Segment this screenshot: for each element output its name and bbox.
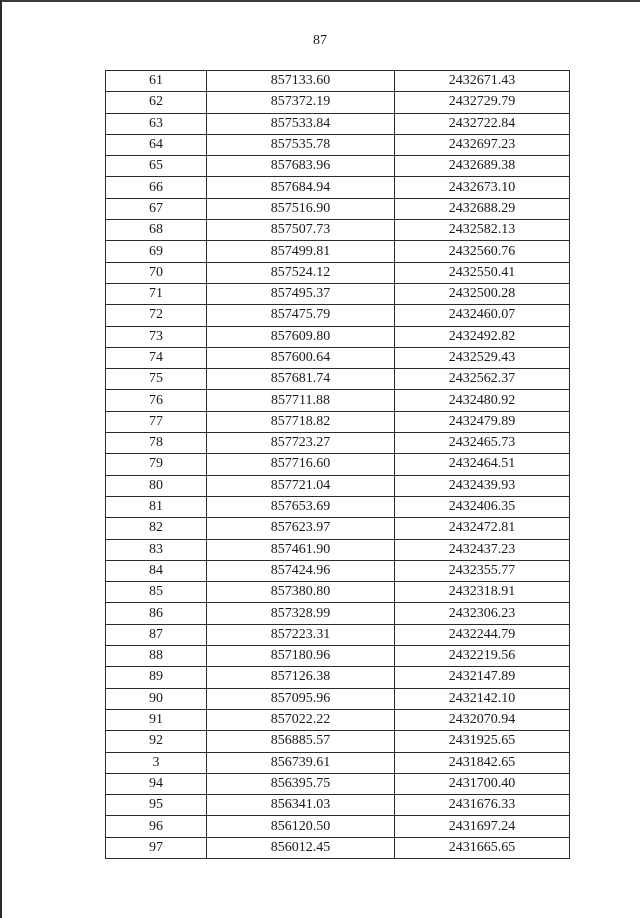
x-coordinate-cell: 856739.61 [207,752,395,773]
x-coordinate-cell: 857711.88 [207,390,395,411]
table-row [106,539,570,560]
point-number-cell: 74 [106,347,207,368]
point-number-cell: 95 [106,795,207,816]
y-coordinate-cell: 2432142.10 [395,688,570,709]
y-coordinate-cell: 2431842.65 [395,752,570,773]
x-coordinate-cell: 856885.57 [207,731,395,752]
y-coordinate-cell: 2432070.94 [395,709,570,730]
x-coordinate-cell: 857653.69 [207,496,395,517]
y-coordinate-cell: 2431676.33 [395,795,570,816]
y-coordinate-cell: 2432219.56 [395,646,570,667]
table-row [106,305,570,326]
point-number-cell: 92 [106,731,207,752]
table-row [106,795,570,816]
table-row [106,496,570,517]
x-coordinate-cell: 857424.96 [207,560,395,581]
point-number-cell: 97 [106,837,207,858]
table-row [106,241,570,262]
point-number-cell: 96 [106,816,207,837]
x-coordinate-cell: 857495.37 [207,283,395,304]
y-coordinate-cell: 2432244.79 [395,624,570,645]
table-row [106,582,570,603]
table-row [106,198,570,219]
x-coordinate-cell: 857723.27 [207,433,395,454]
y-coordinate-cell: 2432479.89 [395,411,570,432]
table-row [106,156,570,177]
table-row [106,92,570,113]
point-number-cell: 76 [106,390,207,411]
table-row [106,603,570,624]
point-number-cell: 62 [106,92,207,113]
table-row [106,688,570,709]
x-coordinate-cell: 857533.84 [207,113,395,134]
x-coordinate-cell: 856120.50 [207,816,395,837]
point-number-cell: 70 [106,262,207,283]
point-number-cell: 79 [106,454,207,475]
x-coordinate-cell: 857609.80 [207,326,395,347]
y-coordinate-cell: 2432480.92 [395,390,570,411]
x-coordinate-cell: 857133.60 [207,71,395,92]
y-coordinate-cell: 2432689.38 [395,156,570,177]
y-coordinate-cell: 2432500.28 [395,283,570,304]
y-coordinate-cell: 2432562.37 [395,369,570,390]
y-coordinate-cell: 2432729.79 [395,92,570,113]
table-row [106,773,570,794]
x-coordinate-cell: 857516.90 [207,198,395,219]
point-number-cell: 82 [106,518,207,539]
point-number-cell: 87 [106,624,207,645]
point-number-cell: 72 [106,305,207,326]
x-coordinate-cell: 857524.12 [207,262,395,283]
point-number-cell: 68 [106,220,207,241]
y-coordinate-cell: 2432492.82 [395,326,570,347]
table-row [106,134,570,155]
point-number-cell: 85 [106,582,207,603]
y-coordinate-cell: 2432465.73 [395,433,570,454]
x-coordinate-cell: 857535.78 [207,134,395,155]
table-row [106,262,570,283]
table-row [106,220,570,241]
x-coordinate-cell: 857623.97 [207,518,395,539]
coordinates-table [105,70,570,859]
y-coordinate-cell: 2432722.84 [395,113,570,134]
point-number-cell: 84 [106,560,207,581]
y-coordinate-cell: 2432306.23 [395,603,570,624]
y-coordinate-cell: 2432529.43 [395,347,570,368]
x-coordinate-cell: 857499.81 [207,241,395,262]
table-row [106,326,570,347]
y-coordinate-cell: 2431700.40 [395,773,570,794]
x-coordinate-cell: 856012.45 [207,837,395,858]
coordinates-table-body [106,71,570,859]
x-coordinate-cell: 856341.03 [207,795,395,816]
x-coordinate-cell: 857328.99 [207,603,395,624]
point-number-cell: 88 [106,646,207,667]
y-coordinate-cell: 2431665.65 [395,837,570,858]
x-coordinate-cell: 856395.75 [207,773,395,794]
page-number: 87 [313,33,327,48]
table-row [106,369,570,390]
table-row [106,624,570,645]
table-row [106,433,570,454]
table-row [106,347,570,368]
point-number-cell: 71 [106,283,207,304]
y-coordinate-cell: 2431697.24 [395,816,570,837]
y-coordinate-cell: 2432472.81 [395,518,570,539]
y-coordinate-cell: 2432147.89 [395,667,570,688]
point-number-cell: 66 [106,177,207,198]
x-coordinate-cell: 857718.82 [207,411,395,432]
point-number-cell: 3 [106,752,207,773]
table-row [106,667,570,688]
x-coordinate-cell: 857684.94 [207,177,395,198]
x-coordinate-cell: 857683.96 [207,156,395,177]
table-row [106,752,570,773]
scan-edge-top [0,0,640,2]
x-coordinate-cell: 857180.96 [207,646,395,667]
point-number-cell: 83 [106,539,207,560]
x-coordinate-cell: 857095.96 [207,688,395,709]
y-coordinate-cell: 2432673.10 [395,177,570,198]
x-coordinate-cell: 857721.04 [207,475,395,496]
table-row [106,646,570,667]
y-coordinate-cell: 2432582.13 [395,220,570,241]
table-row [106,560,570,581]
point-number-cell: 64 [106,134,207,155]
x-coordinate-cell: 857126.38 [207,667,395,688]
table-row [106,113,570,134]
scan-edge-left [0,0,2,918]
point-number-cell: 91 [106,709,207,730]
point-number-cell: 75 [106,369,207,390]
point-number-cell: 86 [106,603,207,624]
x-coordinate-cell: 857022.22 [207,709,395,730]
point-number-cell: 67 [106,198,207,219]
table-row [106,283,570,304]
point-number-cell: 80 [106,475,207,496]
x-coordinate-cell: 857716.60 [207,454,395,475]
y-coordinate-cell: 2432464.51 [395,454,570,475]
point-number-cell: 65 [106,156,207,177]
point-number-cell: 73 [106,326,207,347]
x-coordinate-cell: 857475.79 [207,305,395,326]
y-coordinate-cell: 2432406.35 [395,496,570,517]
table-row [106,390,570,411]
table-row [106,518,570,539]
x-coordinate-cell: 857681.74 [207,369,395,390]
point-number-cell: 77 [106,411,207,432]
y-coordinate-cell: 2432697.23 [395,134,570,155]
table-row [106,411,570,432]
table-row [106,177,570,198]
x-coordinate-cell: 857372.19 [207,92,395,113]
point-number-cell: 78 [106,433,207,454]
table-row [106,731,570,752]
y-coordinate-cell: 2432355.77 [395,560,570,581]
table-row [106,71,570,92]
table-row [106,454,570,475]
x-coordinate-cell: 857507.73 [207,220,395,241]
point-number-cell: 94 [106,773,207,794]
x-coordinate-cell: 857223.31 [207,624,395,645]
y-coordinate-cell: 2432439.93 [395,475,570,496]
y-coordinate-cell: 2432550.41 [395,262,570,283]
point-number-cell: 69 [106,241,207,262]
y-coordinate-cell: 2432671.43 [395,71,570,92]
y-coordinate-cell: 2432318.91 [395,582,570,603]
y-coordinate-cell: 2432688.29 [395,198,570,219]
y-coordinate-cell: 2432560.76 [395,241,570,262]
table-row [106,837,570,858]
y-coordinate-cell: 2431925.65 [395,731,570,752]
point-number-cell: 89 [106,667,207,688]
x-coordinate-cell: 857380.80 [207,582,395,603]
x-coordinate-cell: 857600.64 [207,347,395,368]
table-row [106,816,570,837]
point-number-cell: 63 [106,113,207,134]
y-coordinate-cell: 2432437.23 [395,539,570,560]
table-row [106,475,570,496]
table-row [106,709,570,730]
point-number-cell: 90 [106,688,207,709]
point-number-cell: 61 [106,71,207,92]
x-coordinate-cell: 857461.90 [207,539,395,560]
point-number-cell: 81 [106,496,207,517]
y-coordinate-cell: 2432460.07 [395,305,570,326]
